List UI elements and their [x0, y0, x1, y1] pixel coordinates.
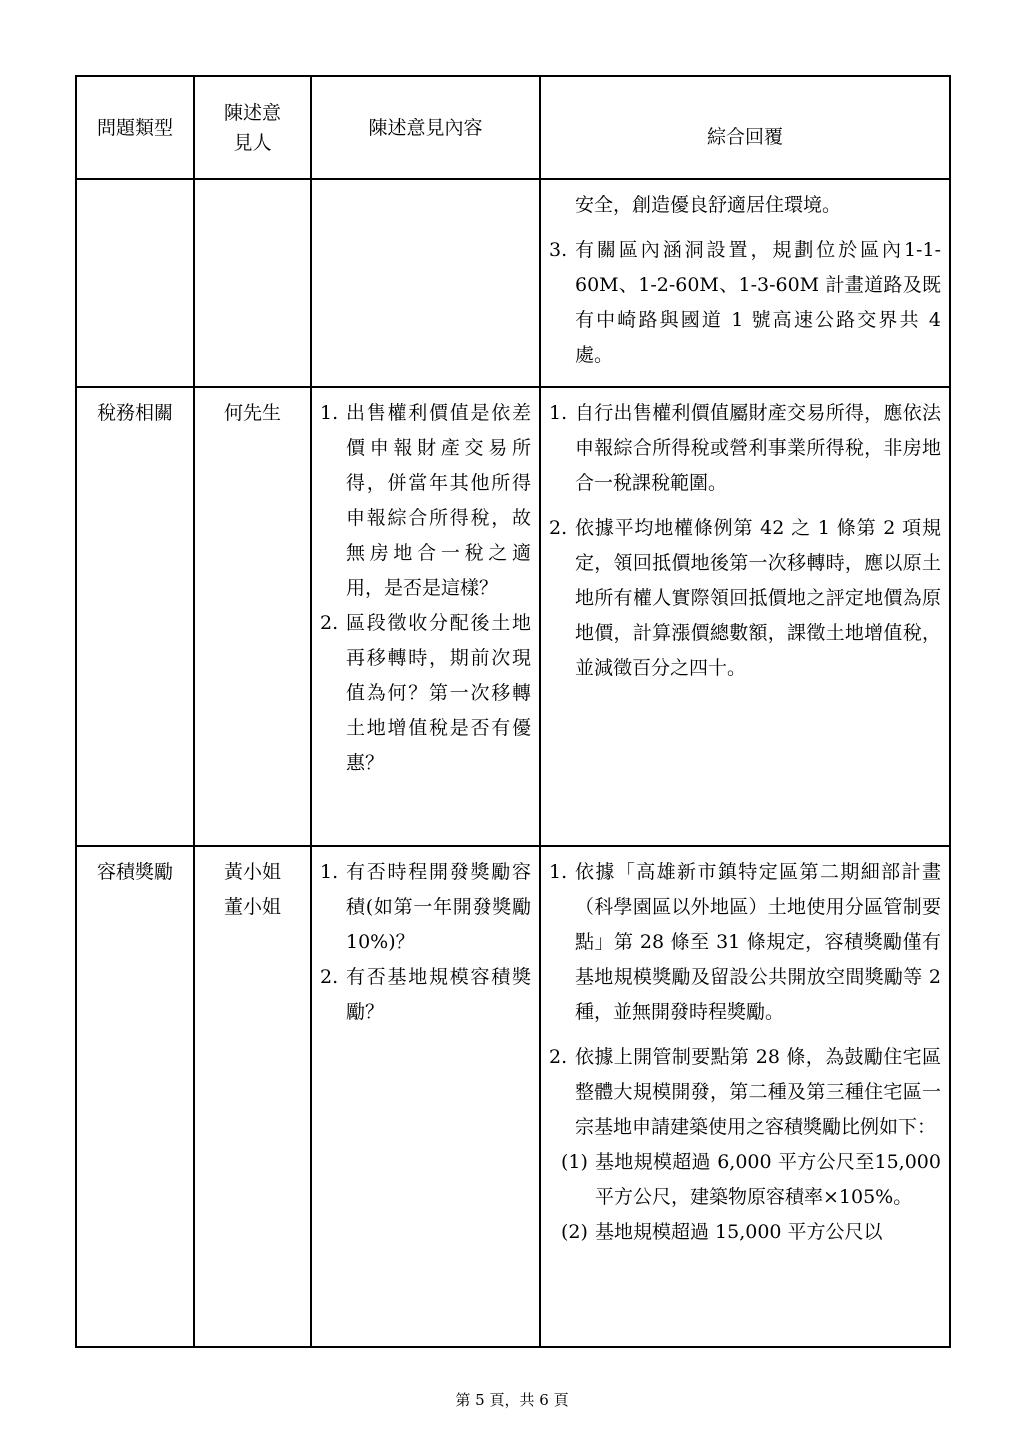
opinion-text: 出售權利價值是依差價申報財產交易所得，併當年其他所得申報綜合所得稅，故無房地合一稅之適用，是否是這樣？	[346, 402, 531, 599]
opinion-number: 1.	[320, 861, 339, 883]
reply-text: 自行出售權利價值屬財產交易所得，應依法申報綜合所得稅或營利事業所得稅，非房地合一稅課稅範圍。	[575, 402, 941, 494]
reply-text: 依據平均地權條例第 42 之 1 條第 2 項規定，領回抵價地後第一次移轉時，應以原土地所有權人實際領回抵價地之評定地價為原地價，計算漲價總數額，課徵土地增值稅，並減徵百分之四十。	[575, 517, 941, 679]
reply-number: 3.	[549, 239, 568, 261]
opinion-text: 區段徵收分配後土地再移轉時，期前次現值為何？第一次移轉土地增值稅是否有優惠？	[346, 612, 531, 774]
reply-text: 有關區內涵洞設置，規劃位於區內1-1-60M、1-2-60M、1-3-60M 計畫道路及既有中崎路與國道 1 號高速公路交界共 4 處。	[575, 239, 941, 366]
reply-item	[549, 1040, 941, 1145]
opinion-item	[320, 606, 531, 781]
reply-cell	[540, 846, 950, 1347]
reply-subitem-number: (2)	[561, 1221, 588, 1243]
opinion-text: 有否時程開發獎勵容積(如第一年開發獎勵 10%)？	[346, 861, 531, 953]
reply-subitem-text: 基地規模超過 15,000 平方公尺以	[595, 1221, 883, 1243]
reply-cell	[540, 179, 950, 387]
header-person	[194, 76, 311, 179]
category-cell	[76, 179, 194, 387]
person-cell	[194, 387, 311, 846]
opinion-item	[320, 396, 531, 606]
table-row	[76, 179, 950, 387]
reply-number: 2.	[549, 1046, 568, 1068]
reply-item	[549, 511, 941, 686]
header-reply: 綜合回覆	[540, 76, 950, 179]
header-opinion: 陳述意見內容	[311, 76, 540, 179]
header-person-label: 陳述意見人	[223, 101, 281, 154]
category-cell: 稅務相關	[76, 387, 194, 846]
reply-number: 1.	[549, 861, 568, 883]
reply-text: 依據上開管制要點第 28 條，為鼓勵住宅區整體大規模開發，第二種及第三種住宅區一宗基地申請建築使用之容積獎勵比例如下：	[575, 1046, 941, 1138]
reply-item	[549, 233, 941, 373]
person-cell	[194, 179, 311, 387]
reply-subitem-text: 基地規模超過 6,000 平方公尺至15,000 平方公尺，建築物原容積率×105%。	[595, 1151, 941, 1208]
table-header-row	[76, 76, 950, 179]
reply-subitem-number: (1)	[561, 1151, 588, 1173]
reply-continuation: 安全，創造優良舒適居住環境。	[575, 194, 842, 216]
reply-item	[549, 396, 941, 501]
page-footer: 第 5 頁，共 6 頁	[455, 1391, 569, 1409]
reply-item	[549, 855, 941, 1030]
opinion-number: 2.	[320, 966, 339, 988]
reply-text: 依據「高雄新市鎮特定區第二期細部計畫（科學園區以外地區）土地使用分區管制要點」第 28 條至 31 條規定，容積獎勵僅有基地規模獎勵及留設公共開放空間獎勵等 2 種，並無開發時程獎勵。	[575, 861, 941, 1023]
opinion-table	[75, 75, 951, 1348]
opinion-text: 有否基地規模容積獎勵？	[346, 966, 531, 1023]
person-cell	[194, 846, 311, 1347]
table-row	[76, 846, 950, 1347]
opinion-cell	[311, 387, 540, 846]
reply-subitem	[549, 1215, 941, 1250]
category-cell: 容積獎勵	[76, 846, 194, 1347]
reply-number: 1.	[549, 402, 568, 424]
opinion-item	[320, 960, 531, 1030]
table-row	[76, 387, 950, 846]
person-name: 何先生	[223, 402, 281, 424]
header-category: 問題類型	[76, 76, 194, 179]
opinion-item	[320, 855, 531, 960]
reply-number: 2.	[549, 517, 568, 539]
reply-cell	[540, 387, 950, 846]
reply-subitem	[549, 1145, 941, 1215]
opinion-cell	[311, 179, 540, 387]
person-name: 黃小姐	[223, 861, 281, 883]
person-name: 董小姐	[223, 896, 281, 918]
opinion-number: 2.	[320, 612, 339, 634]
opinion-cell	[311, 846, 540, 1347]
opinion-number: 1.	[320, 402, 339, 424]
